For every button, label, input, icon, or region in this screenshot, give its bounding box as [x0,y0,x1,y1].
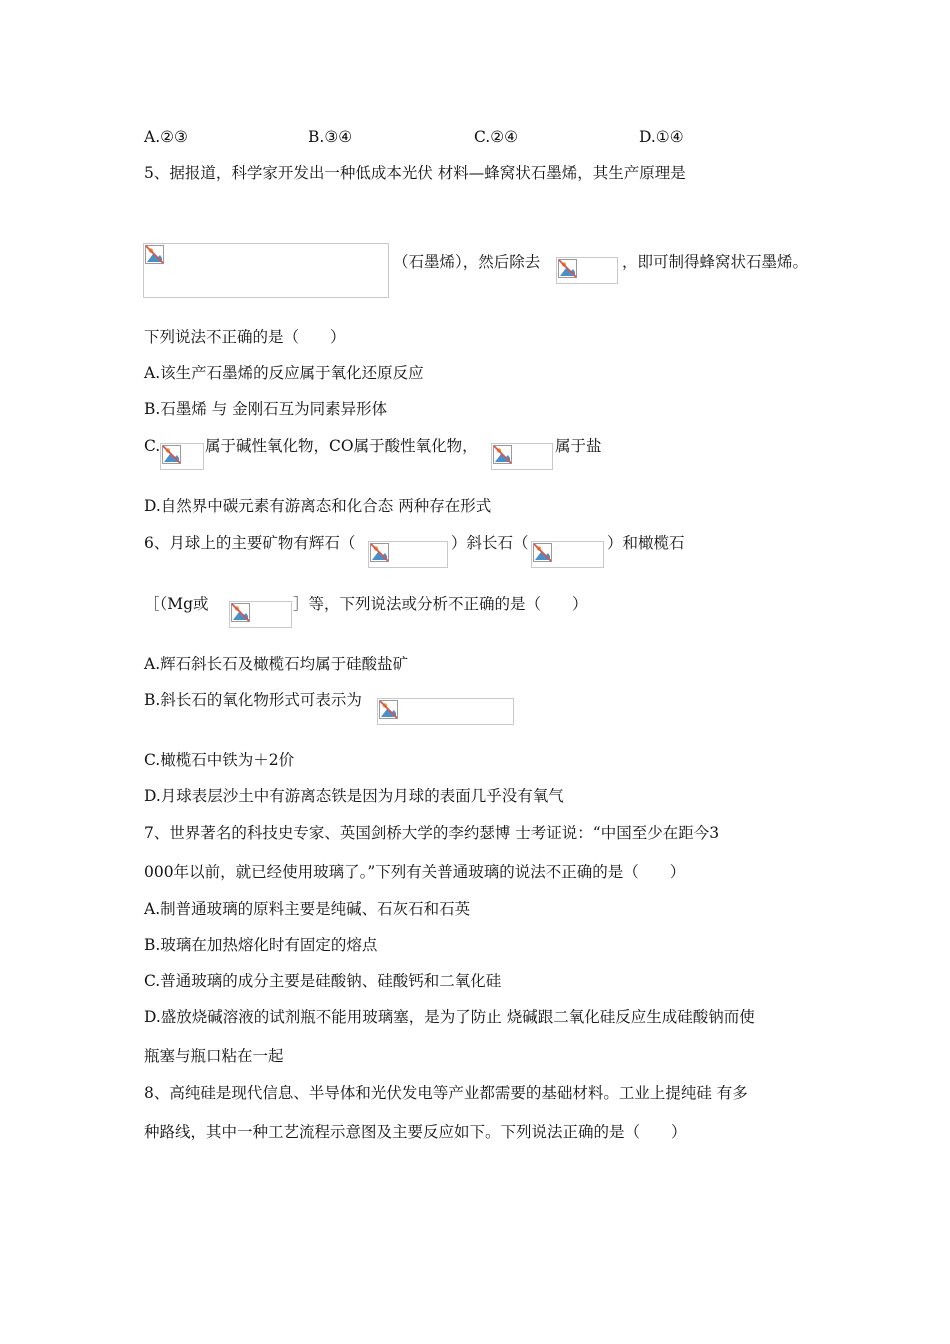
q5-text-end: ，即可制得蜂窝状石墨烯。 [622,253,809,271]
option-b: B.③④ [308,128,353,146]
q7-option-b: B.玻璃在加热熔化时有固定的熔点 [144,936,378,954]
q8-stem: 8、高纯硅是现代信息、半导体和光伏发电等产业都需要的基础材料。工业上提纯硅 有多 [144,1084,748,1102]
q7-option-d: D.盛放烧碱溶液的试剂瓶不能用玻璃塞，是为了防止 烧碱跟二氧化硅反应生成硅酸钠而使 [144,1008,755,1026]
q6-line2-prefix: ［（Mg或 [144,595,209,613]
q7-stem-2: 000年以前，就已经使用玻璃了。”下列有关普通玻璃的说法不正确的是（ ） [144,863,686,881]
formula-image [368,541,448,568]
broken-image-icon [533,543,552,562]
broken-image-icon [231,603,250,622]
broken-image-icon [379,700,398,719]
q6-option-a: A.辉石斜长石及橄榄石均属于硅酸盐矿 [144,655,409,673]
formula-image [143,243,389,298]
q7-option-a: A.制普通玻璃的原料主要是纯碱、石灰石和石英 [144,900,471,918]
q6-stem: 6、月球上的主要矿物有辉石（ [144,534,356,552]
q5-text-graphene: （石墨烯），然后除去 [393,253,541,271]
broken-image-icon [370,543,389,562]
q6-line2-suffix: ］等，下列说法或分析不正确的是（ ） [293,595,588,613]
formula-image [491,443,553,470]
option-c: C.②④ [474,128,519,146]
broken-image-icon [162,445,181,464]
formula-image [229,601,292,628]
q7-option-d-cont: 瓶塞与瓶口粘在一起 [144,1047,284,1065]
q5-option-d: D.自然界中碳元素有游离态和化合态 两种存在形式 [144,497,492,515]
option-d: D.①④ [639,128,684,146]
q6-stem-3: ）和橄榄石 [607,534,685,552]
q5-option-b: B.石墨烯 与 金刚石互为同素异形体 [144,400,388,418]
formula-image [531,541,604,568]
broken-image-icon [493,445,512,464]
q8-stem-2: 种路线，其中一种工艺流程示意图及主要反应如下。下列说法正确的是（ ） [144,1123,687,1141]
q5-question: 下列说法不正确的是（ ） [144,328,346,346]
q6-option-c: C.橄榄石中铁为＋2价 [144,751,295,769]
q5-option-a: A.该生产石墨烯的反应属于氧化还原反应 [144,364,424,382]
q6-option-b: B.斜长石的氧化物形式可表示为 [144,691,362,709]
q5-option-c-end: 属于盐 [555,437,602,455]
option-a: A.②③ [144,128,188,146]
q5-option-c-prefix: C. [144,437,161,455]
broken-image-icon [145,245,164,264]
q7-stem: 7、世界著名的科技史专家、英国剑桥大学的李约瑟博 士考证说：“中国至少在距今3 [144,824,720,842]
q6-option-d: D.月球表层沙土中有游离态铁是因为月球的表面几乎没有氧气 [144,787,564,805]
q5-option-c-text: 属于碱性氧化物，CO属于酸性氧化物， [205,437,478,455]
q7-option-c: C.普通玻璃的成分主要是硅酸钠、硅酸钙和二氧化硅 [144,972,502,990]
q6-stem-2: ）斜长石（ [451,534,529,552]
formula-image [556,257,618,284]
q5-stem: 5、据报道，科学家开发出一种低成本光伏 材料—蜂窝状石墨烯，其生产原理是 [144,164,686,182]
broken-image-icon [558,259,577,278]
formula-image [160,443,204,470]
formula-image [377,698,514,725]
